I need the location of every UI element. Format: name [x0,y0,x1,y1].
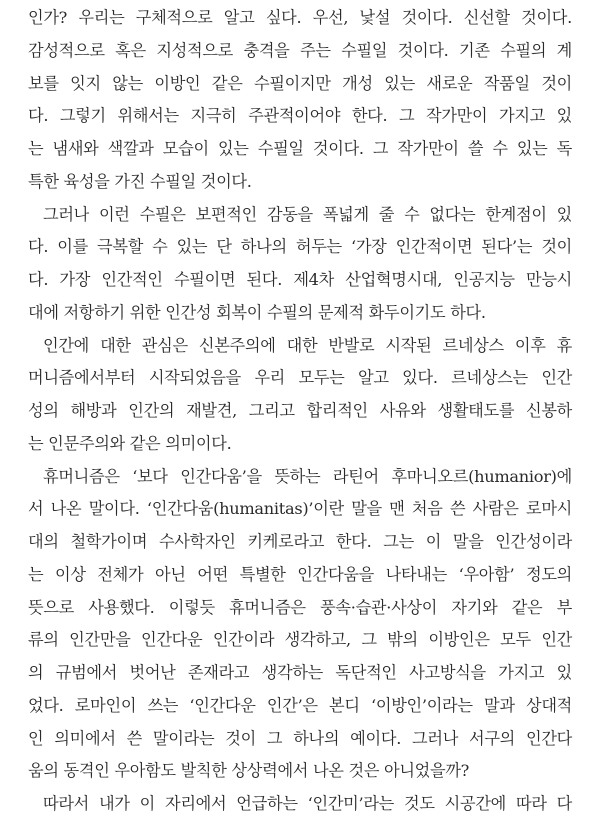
paragraph [28,788,572,821]
text-line: 의 규범에서 벗어난 존재라고 생각하는 독단적인 사고방식을 가지고 있 [28,663,572,682]
text-line: 특한 육성을 가진 수필일 것이다. [28,171,252,191]
paragraph [28,199,572,330]
paragraph [28,330,572,461]
text-line: 머니즘에서부터 시작되었음을 우리 모두는 알고 있다. 르네상스는 인간 [28,368,572,388]
text-line: 성의 해방과 인간의 재발견, 그리고 합리적인 사유와 생활태도를 신봉하 [28,401,572,420]
document-page [28,2,572,821]
text-line: 서 나온 말이다. ‘인간다움(humanitas)’이란 말을 맨 처음 쓴 사람은 로마시 [28,499,572,519]
text-line: 는 인문주의와 같은 의미이다. [28,433,232,453]
text-line: 그러나 이런 수필은 보편적인 감동을 폭넓게 줄 수 없다는 한계점이 있 [43,204,572,224]
text-line: 인가? 우리는 구체적으로 알고 싶다. 우선, 낯설 것이다. 신선할 것이다. [28,8,572,27]
text-line: 는 이상 전체가 아닌 어떤 특별한 인간다움을 나타내는 ‘우아함’ 정도의 [28,564,572,584]
text-line: 인간에 대한 관심은 신본주의에 대한 반발로 시작된 르네상스 이후 휴 [43,335,572,355]
text-line: 었다. 로마인이 쓰는 ‘인간다운 인간’은 본디 ‘이방인’이라는 말과 상대적 [28,695,572,715]
text-line: 다. 가장 인간적인 수필이면 된다. 제4차 산업혁명시대, 인공지능 만능시 [28,270,572,289]
text-line: 는 냄새와 색깔과 모습이 있는 수필일 것이다. 그 작가만이 쓸 수 있는 독 [28,139,572,158]
text-line: 류의 인간만을 인간다운 인간이라 생각하고, 그 밖의 이방인은 모두 인간 [28,630,572,650]
text-line: 따라서 내가 이 자리에서 언급하는 ‘인간미’라는 것도 시공간에 따라 다 [43,794,572,813]
text-line: 대에 저항하기 위한 인간성 회복이 수필의 문제적 화두이기도 하다. [28,302,486,322]
text-line: 다. 그렇기 위해서는 지극히 주관적이어야 한다. 그 작가만이 가지고 있 [28,106,572,126]
text-line: 감성적으로 혹은 지성적으로 충격을 주는 수필일 것이다. 기존 수필의 계 [28,40,572,60]
text-line: 뜻으로 사용했다. 이렇듯 휴머니즘은 풍속·습관·사상이 자기와 같은 부 [28,597,572,617]
text-line: 휴머니즘은 ‘보다 인간다움’을 뜻하는 라틴어 후마니오르(humanior)에 [43,466,572,486]
text-line: 보를 잇지 않는 이방인 같은 수필이지만 개성 있는 새로운 작품일 것이 [28,73,572,93]
text-line: 대의 철학가이며 수사학자인 키케로라고 한다. 그는 이 말을 인간성이라 [28,532,572,551]
paragraph [28,461,572,789]
paragraph [28,2,572,199]
text-line: 움의 동격인 우아함도 발칙한 상상력에서 나온 것은 아니었을까? [28,761,470,781]
text-line: 인 의미에서 쓴 말이라는 것이 그 하나의 예이다. 그러나 서구의 인간다 [28,728,572,748]
text-line: 다. 이를 극복할 수 있는 단 하나의 허두는 ‘가장 인간적이면 된다’는 것이 [28,237,572,257]
